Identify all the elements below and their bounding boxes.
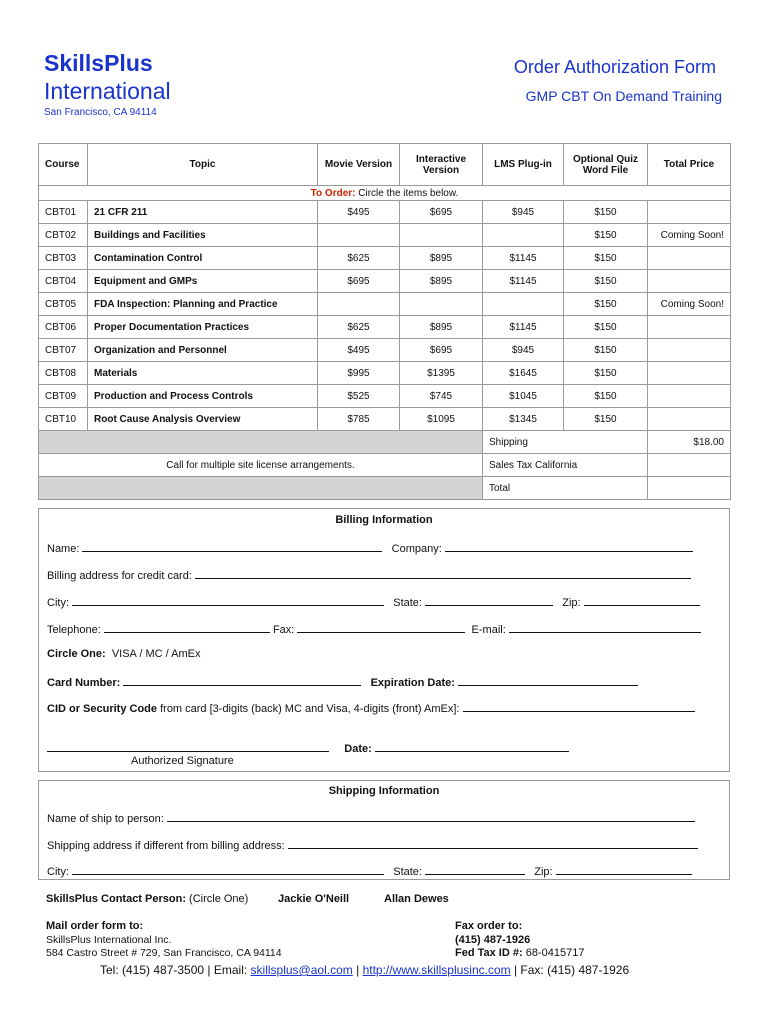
zip-label: Zip: — [562, 597, 581, 609]
price-movie[interactable]: $625 — [318, 316, 400, 339]
ship-zip-field[interactable] — [556, 864, 692, 875]
shipping-address-field[interactable] — [288, 838, 698, 849]
course-code: CBT03 — [39, 247, 88, 270]
price-lms[interactable]: $1345 — [483, 408, 564, 431]
grey-filler — [39, 431, 483, 454]
table-row — [39, 247, 731, 270]
card-number-label: Card Number: — [47, 677, 121, 689]
contact-line — [47, 622, 701, 636]
course-topic: Equipment and GMPs — [88, 270, 318, 293]
header-course: Course — [39, 144, 88, 186]
price-quiz[interactable]: $150 — [564, 224, 648, 247]
price-interactive[interactable]: $895 — [400, 270, 483, 293]
total-label: Total — [483, 477, 648, 500]
table-row — [39, 293, 731, 316]
form-title: Order Authorization Form — [513, 57, 716, 77]
mail-label: Mail order form to: — [46, 920, 144, 932]
tax-id-label: Fed Tax ID #: — [455, 947, 523, 959]
ship-zip-label: Zip: — [534, 866, 553, 878]
contact-label: SkillsPlus Contact Person: — [46, 893, 186, 905]
order-instruction — [39, 186, 731, 201]
price-lms[interactable]: $1145 — [483, 316, 564, 339]
cid-label: CID or Security Code — [47, 703, 158, 715]
total-price[interactable] — [648, 270, 731, 293]
shipping-address-label: Shipping address if different from billing address: — [47, 840, 285, 852]
price-lms[interactable]: $1045 — [483, 385, 564, 408]
header-lms: LMS Plug-in — [483, 144, 564, 186]
signature-label: Authorized Signature — [131, 755, 234, 767]
total-price[interactable] — [648, 316, 731, 339]
cid-field[interactable] — [463, 701, 695, 712]
price-lms[interactable] — [483, 224, 564, 247]
email-field[interactable] — [509, 622, 701, 633]
course-code: CBT01 — [39, 201, 88, 224]
total-price[interactable] — [648, 385, 731, 408]
ship-city-line — [47, 864, 692, 878]
price-quiz[interactable]: $150 — [564, 316, 648, 339]
total-price[interactable] — [648, 362, 731, 385]
course-code: CBT04 — [39, 270, 88, 293]
billing-address-field[interactable] — [195, 568, 691, 579]
price-movie[interactable]: $625 — [318, 247, 400, 270]
date-label: Date: — [344, 743, 372, 755]
price-movie[interactable] — [318, 224, 400, 247]
course-topic: Contamination Control — [88, 247, 318, 270]
header-total: Total Price — [648, 144, 731, 186]
website-link[interactable]: http://www.skillsplusinc.com — [362, 963, 511, 977]
price-movie[interactable]: $695 — [318, 270, 400, 293]
price-movie[interactable]: $495 — [318, 201, 400, 224]
shipping-section — [38, 780, 730, 880]
total-price[interactable] — [648, 339, 731, 362]
price-lms[interactable]: $1645 — [483, 362, 564, 385]
table-header-row — [39, 144, 731, 186]
circle-one-label: Circle One: — [47, 648, 106, 660]
price-lms[interactable]: $945 — [483, 201, 564, 224]
total-price[interactable] — [648, 201, 731, 224]
sales-tax-label: Sales Tax California — [483, 454, 648, 477]
name-company-line — [47, 541, 693, 555]
total-price[interactable]: Coming Soon! — [648, 293, 731, 316]
price-interactive[interactable]: $1095 — [400, 408, 483, 431]
price-lms[interactable] — [483, 293, 564, 316]
course-topic: Materials — [88, 362, 318, 385]
course-topic: FDA Inspection: Planning and Practice — [88, 293, 318, 316]
ship-state-field[interactable] — [425, 864, 525, 875]
shipping-heading: Shipping Information — [328, 785, 440, 797]
ship-to-field[interactable] — [167, 811, 695, 822]
price-movie[interactable]: $785 — [318, 408, 400, 431]
table-row — [39, 385, 731, 408]
card-number-field[interactable] — [123, 675, 361, 686]
contact-person-line — [46, 893, 248, 905]
price-movie[interactable] — [318, 293, 400, 316]
price-quiz[interactable]: $150 — [564, 293, 648, 316]
card-number-line — [47, 675, 638, 689]
contact-jackie[interactable]: Jackie O'Neill — [278, 893, 350, 905]
course-code: CBT05 — [39, 293, 88, 316]
table-row — [39, 201, 731, 224]
table-row — [39, 408, 731, 431]
city-label: City: — [47, 597, 69, 609]
tel-text: Tel: (415) 487-3500 | Email: — [100, 963, 248, 977]
price-lms[interactable]: $1145 — [483, 270, 564, 293]
fax-text: | Fax: (415) 487-1926 — [513, 963, 630, 977]
order-instruction-row — [39, 186, 731, 201]
multi-site-note: Call for multiple site license arrangements. — [39, 454, 483, 477]
expiration-label: Expiration Date: — [370, 677, 455, 689]
city-field[interactable] — [72, 595, 384, 606]
price-quiz[interactable]: $150 — [564, 201, 648, 224]
price-lms[interactable]: $1145 — [483, 247, 564, 270]
price-quiz[interactable]: $150 — [564, 339, 648, 362]
shipping-address-line — [47, 838, 698, 852]
state-label: State: — [393, 597, 422, 609]
shipping-value: $18.00 — [648, 431, 731, 454]
separator: | — [356, 963, 360, 977]
course-topic: Organization and Personnel — [88, 339, 318, 362]
course-topic: Buildings and Facilities — [88, 224, 318, 247]
company-field[interactable] — [445, 541, 693, 552]
company-label: Company: — [391, 543, 442, 555]
table-row — [39, 224, 731, 247]
price-interactive[interactable]: $695 — [400, 201, 483, 224]
course-code: CBT08 — [39, 362, 88, 385]
price-interactive[interactable]: $745 — [400, 385, 483, 408]
mail-line1: SkillsPlus International Inc. — [46, 934, 172, 946]
billing-section — [38, 508, 730, 772]
form-subtitle: GMP CBT On Demand Training — [525, 88, 722, 104]
cid-line — [47, 701, 695, 715]
brand-name: SkillsPlus — [44, 50, 153, 76]
card-options[interactable]: VISA / MC / AmEx — [111, 648, 201, 660]
total-price[interactable]: Coming Soon! — [648, 224, 731, 247]
expiration-field[interactable] — [458, 675, 638, 686]
table-row — [39, 270, 731, 293]
price-interactive[interactable] — [400, 293, 483, 316]
brand-subtitle: International — [44, 78, 171, 104]
city-state-zip-line — [47, 595, 700, 609]
name-label: Name: — [47, 543, 80, 555]
course-code: CBT09 — [39, 385, 88, 408]
zip-field[interactable] — [584, 595, 700, 606]
billing-address-label: Billing address for credit card: — [47, 570, 192, 582]
course-code: CBT10 — [39, 408, 88, 431]
contact-footer-line — [100, 963, 629, 977]
price-quiz[interactable]: $150 — [564, 270, 648, 293]
table-row — [39, 316, 731, 339]
course-code: CBT02 — [39, 224, 88, 247]
signature-field[interactable] — [47, 741, 329, 752]
price-quiz[interactable]: $150 — [564, 385, 648, 408]
course-code: CBT06 — [39, 316, 88, 339]
total-price[interactable] — [648, 408, 731, 431]
name-field[interactable] — [82, 541, 382, 552]
date-field[interactable] — [375, 741, 569, 752]
mail-line2: 584 Castro Street # 729, San Francisco, CA 94114 — [46, 947, 282, 959]
order-text: Circle the items below. — [358, 187, 459, 199]
header-movie: Movie Version — [318, 144, 400, 186]
price-movie[interactable]: $525 — [318, 385, 400, 408]
fax-order-number: (415) 487-1926 — [455, 934, 531, 946]
telephone-field[interactable] — [104, 622, 270, 633]
tax-id-value: 68-0415717 — [525, 947, 585, 959]
total-row — [39, 477, 731, 500]
course-topic: Production and Process Controls — [88, 385, 318, 408]
signature-line — [47, 741, 569, 755]
billing-address-line — [47, 568, 691, 582]
fax-order-label: Fax order to: — [455, 920, 523, 932]
price-lms[interactable]: $945 — [483, 339, 564, 362]
price-interactive[interactable]: $895 — [400, 247, 483, 270]
shipping-row — [39, 431, 731, 454]
table-row — [39, 362, 731, 385]
state-field[interactable] — [425, 595, 553, 606]
billing-heading: Billing Information — [335, 514, 433, 526]
ship-city-field[interactable] — [72, 864, 384, 875]
contact-allan[interactable]: Allan Dewes — [384, 893, 449, 905]
price-table — [38, 143, 731, 500]
price-interactive[interactable]: $895 — [400, 316, 483, 339]
grey-filler — [39, 477, 483, 500]
contact-hint: (Circle One) — [189, 893, 249, 905]
price-interactive[interactable]: $1395 — [400, 362, 483, 385]
shipping-label: Shipping — [483, 431, 648, 454]
price-interactive[interactable] — [400, 224, 483, 247]
fax-field[interactable] — [297, 622, 465, 633]
price-movie[interactable]: $995 — [318, 362, 400, 385]
header-quiz: Optional Quiz Word File — [564, 144, 648, 186]
course-topic: Root Cause Analysis Overview — [88, 408, 318, 431]
ship-city-label: City: — [47, 866, 69, 878]
sales-tax-value[interactable] — [648, 454, 731, 477]
cid-text: from card [3-digits (back) MC and Visa, 4-digits (front) AmEx]: — [160, 703, 460, 715]
course-topic: 21 CFR 211 — [88, 201, 318, 224]
header-interactive: Interactive Version — [400, 144, 483, 186]
tax-id-line — [455, 947, 584, 959]
total-price[interactable] — [648, 247, 731, 270]
course-code: CBT07 — [39, 339, 88, 362]
course-topic: Proper Documentation Practices — [88, 316, 318, 339]
card-type-line — [47, 648, 200, 660]
email-link[interactable]: skillsplus@aol.com — [250, 963, 353, 977]
sales-tax-row — [39, 454, 731, 477]
ship-to-label: Name of ship to person: — [47, 813, 164, 825]
price-movie[interactable]: $495 — [318, 339, 400, 362]
email-label: E-mail: — [471, 624, 506, 636]
table-row — [39, 339, 731, 362]
price-quiz[interactable]: $150 — [564, 362, 648, 385]
price-quiz[interactable]: $150 — [564, 408, 648, 431]
price-interactive[interactable]: $695 — [400, 339, 483, 362]
price-quiz[interactable]: $150 — [564, 247, 648, 270]
fax-label: Fax: — [272, 624, 295, 636]
telephone-label: Telephone: — [47, 624, 101, 636]
brand-location: San Francisco, CA 94114 — [44, 107, 157, 118]
header-topic: Topic — [88, 144, 318, 186]
ship-to-line — [47, 811, 695, 825]
total-value[interactable] — [648, 477, 731, 500]
ship-state-label: State: — [393, 866, 422, 878]
order-label: To Order: — [310, 187, 356, 199]
